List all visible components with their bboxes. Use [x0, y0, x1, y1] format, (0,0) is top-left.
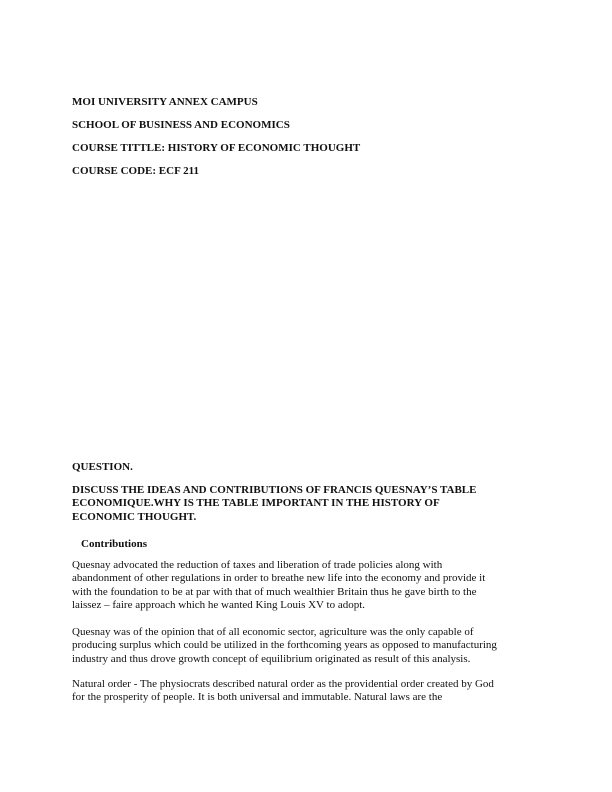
paragraph-line: Quesnay advocated the reduction of taxes and liberation of trade policies along with: [72, 559, 443, 571]
paragraph-line: Natural order - The physiocrats described natural order as the providential order created by God: [72, 678, 494, 690]
paragraph-line: for the prosperity of people. It is both universal and immutable. Natural laws are the: [72, 691, 443, 704]
paragraph-line: industry and thus drove growth concept of equilibrium originated as result of this analysis.: [72, 652, 471, 665]
paragraph-natural-order: [72, 678, 542, 705]
course-title: COURSE TITTLE: HISTORY OF ECONOMIC THOUGHT: [72, 142, 361, 154]
paragraph-line: abandonment of other regulations in order to breathe new life into the economy and provide it: [72, 572, 486, 585]
question-text: [72, 484, 542, 524]
contributions-heading: Contributions: [81, 538, 148, 550]
university-name: MOI UNIVERSITY ANNEX CAMPUS: [72, 96, 258, 108]
question-line: ECONOMIC THOUGHT.: [72, 510, 197, 523]
school-name: SCHOOL OF BUSINESS AND ECONOMICS: [72, 119, 290, 131]
course-code: COURSE CODE: ECF 211: [72, 165, 200, 177]
paragraph-line: laissez – faire approach which he wanted King Louis XV to adopt.: [72, 599, 366, 612]
question-line: ECONOMIQUE.WHY IS THE TABLE IMPORTANT IN THE HISTORY OF: [72, 497, 440, 510]
paragraph-laissez-faire: [72, 559, 542, 613]
paragraph-line: with the foundation to be at par with that of much wealthier Britain thus he gave birth to the: [72, 585, 477, 598]
paragraph-agriculture-surplus: [72, 626, 542, 666]
question-line: DISCUSS THE IDEAS AND CONTRIBUTIONS OF FRANCIS QUESNAY’S TABLE: [72, 484, 477, 496]
question-label: QUESTION.: [72, 461, 133, 473]
paragraph-line: Quesnay was of the opinion that of all economic sector, agriculture was the only capable of: [72, 626, 474, 638]
paragraph-line: producing surplus which could be utilized in the forthcoming years as opposed to manufacturing: [72, 639, 497, 652]
